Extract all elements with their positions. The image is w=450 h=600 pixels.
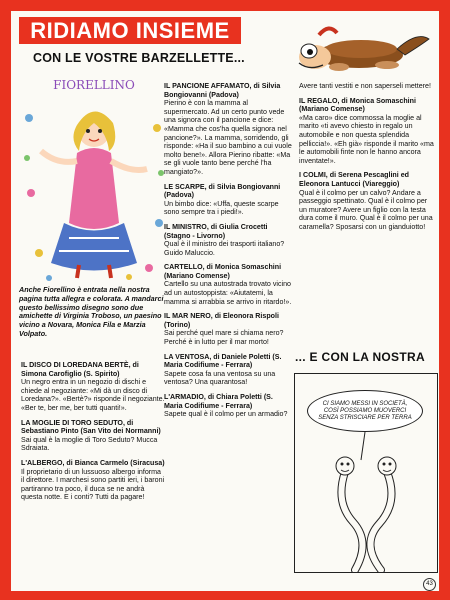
speech-bubble: CI SIAMO MESSI IN SOCIETÀ, COSÌ POSSIAMO MUOVERCI SENZA STRISCIARE PER TERRA xyxy=(307,390,423,432)
joke-item: IL DISCO DI LOREDANA BERTÈ, di Simona Carofiglio (S. Spirito) Un negro entra in un negozio di dischi e chiede al negoziante: «Mi dà un disco di Loredana?». «Bertè?» risponde il negoziante. «Ber te, ber me, ber tutti quanti!». xyxy=(21,361,165,412)
joke-item: IL PANCIONE AFFAMATO, di Silvia Bongiovanni (Padova) Pierino è con la mamma al supermercato. Ad un certo punto vede una signora con il pancione e dice: «Mamma che cos'ha quella signora nel pancione?». La mamma, sorridendo, gli risponde: «Ha il suo bambino a cui vuole molto bene!». Allora Pierino ribatte: «Ma se gli vuole tanto bene perché l'ha mangiato?». xyxy=(164,82,292,176)
middle-column xyxy=(164,82,292,425)
dog-mascot-icon xyxy=(279,17,439,79)
joke-item: IL REGALO, di Monica Somaschini (Mariano Comense) «Ma caro» dice commossa la moglie al marito «ti avevo chiesto in regalo un automobile e non questa splendida pelliccia!». «Eh già» risponde il marito «ma le automobili finte non le hanno ancora inventate!». xyxy=(299,96,434,165)
joke-item: CARTELLO, di Monica Somaschini (Mariano Comense) Cartello su una autostrada trovato vicino ad un autostoppista: «Aiutatemi, la mamma si arrabbia se arrivo in ritardo!». xyxy=(164,263,292,306)
magazine-page xyxy=(11,11,439,591)
joke-item: IL MINISTRO, di Giulia Crocetti (Stagno - Livorno) Qual è il ministro dei trasporti italiano? Guido Maluccio. xyxy=(164,222,285,257)
joke-item: IL MAR NERO, di Eleonora Rispoli (Torino) Sai perché quel mare si chiama nero? Perché è in lutto per il mar morto! xyxy=(164,312,284,347)
joke-item: I COLMI, di Serena Pescaglini ed Eleonora Lantucci (Viareggio) Qual è il colmo per un calvo? Andare a passeggio spettinato. Qual è il colmo per un muratore? Avere un figlio con la testa dura come il muro. Qual è il colmo per una caramella? Sposarsi con un gianduiotto! xyxy=(299,171,433,231)
cartoon-panel xyxy=(294,373,438,573)
section-title: ... E CON LA NOSTRA xyxy=(295,350,425,364)
fiorellino-illustration xyxy=(19,73,169,283)
joke-item: L'ARMADIO, di Chiara Poletti (S. Maria Codifiume - Ferrara) Sapete qual è il colmo per un armadio? xyxy=(164,393,288,419)
right-column xyxy=(299,82,435,238)
worms-cartoon-icon xyxy=(295,432,437,572)
joke-item: Avere tanti vestiti e non saperseli mettere! xyxy=(299,82,431,90)
illustration-caption: Anche Fiorellino è entrata nella nostra pagina tutta allegra e colorata. A mandarci questo bellissimo disegno sono due amichette di Virginia Troboso, un paesino vicino a Novara, Monica Fila e Marzia Volpato. xyxy=(19,285,164,338)
joke-item: LE SCARPE, di Silvia Bongiovanni (Padova) Un bimbo dice: «Uffa, queste scarpe sono sempre tra i piedi!». xyxy=(164,182,281,217)
fiorellino-label: FIORELLINO xyxy=(53,78,135,92)
left-column xyxy=(21,361,166,508)
page-subtitle: CON LE VOSTRE BARZELLETTE... xyxy=(33,51,245,65)
joke-item: LA VENTOSA, di Daniele Poletti (S. Maria Codifiume - Ferrara) Sapete cosa fa una ventosa su una ventosa? Una quarantosa! xyxy=(164,352,282,387)
joke-item: L'ALBERGO, di Bianca Carmelo (Siracusa) Il proprietario di un lussuoso albergo informa il direttore. I marchesi sono partiti ieri, i baroni partiranno tra poco, il duca se ne andrà questa notte. E i conti? Tutti da pagare! xyxy=(21,458,165,502)
joke-item: LA MOGLIE DI TORO SEDUTO, di Sebastiano Pinto (San Vito dei Normanni) Sai qual è la moglie di Toro Seduto? Mucca Sdraiata. xyxy=(21,418,161,453)
page-title: RIDIAMO INSIEME xyxy=(19,17,241,44)
page-number: 43 xyxy=(423,578,436,591)
